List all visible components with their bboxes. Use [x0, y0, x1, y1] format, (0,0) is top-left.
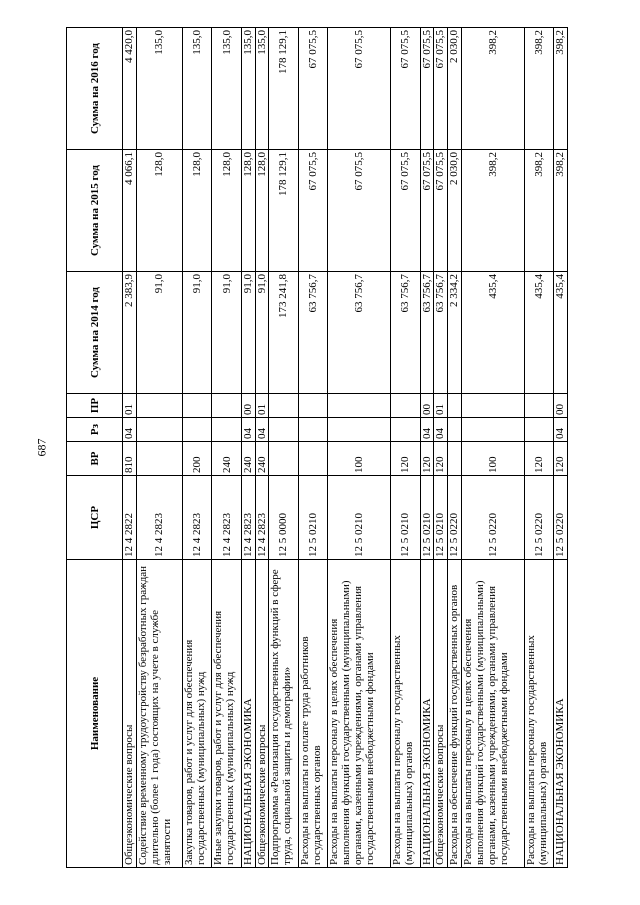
cell-2015: 67 075,5 [298, 150, 327, 272]
cell-2015: 128,0 [241, 150, 255, 272]
cell-pr [524, 394, 553, 418]
cell-rz [328, 418, 391, 442]
cell-2014: 91,0 [136, 272, 182, 394]
cell-pr [391, 394, 420, 418]
cell-2016: 67 075,5 [434, 28, 448, 150]
table-row [241, 28, 255, 868]
cell-2015: 398,2 [524, 150, 553, 272]
cell-2015: 67 075,5 [328, 150, 391, 272]
cell-2014: 63 756,7 [434, 272, 448, 394]
cell-vr: 120 [434, 442, 448, 476]
table-row [255, 28, 269, 868]
cell-csr: 12 4 2823 [136, 476, 182, 560]
cell-2015: 128,0 [136, 150, 182, 272]
cell-pr [328, 394, 391, 418]
cell-2014: 91,0 [182, 272, 211, 394]
cell-vr [448, 442, 462, 476]
cell-vr [269, 442, 298, 476]
cell-pr: 00 [420, 394, 434, 418]
cell-name: Общеэкономические вопросы [123, 560, 137, 868]
table-row [420, 28, 434, 868]
header-2016: Сумма на 2016 год [67, 28, 123, 150]
page-number [32, 440, 52, 455]
table-row [269, 28, 298, 868]
cell-csr: 12 5 0210 [420, 476, 434, 560]
cell-2016: 67 075,5 [328, 28, 391, 150]
header-rz: Рз [67, 418, 123, 442]
table-row [524, 28, 553, 868]
cell-rz: 04 [255, 418, 269, 442]
cell-pr [269, 394, 298, 418]
cell-csr: 12 5 0220 [524, 476, 553, 560]
cell-vr [298, 442, 327, 476]
cell-2014: 63 756,7 [420, 272, 434, 394]
cell-vr: 240 [241, 442, 255, 476]
cell-name: Расходы на выплаты персоналу в целях обеспечения выполнения функций государственными (муниципальными) органами, казенными учреждениями, органами управления государственными внебюджетными фондами [461, 560, 524, 868]
cell-2014: 435,4 [461, 272, 524, 394]
cell-2015: 67 075,5 [391, 150, 420, 272]
cell-2016: 398,2 [524, 28, 553, 150]
table-row [461, 28, 524, 868]
cell-rz: 04 [123, 418, 137, 442]
cell-vr: 240 [212, 442, 241, 476]
cell-name: НАЦИОНАЛЬНАЯ ЭКОНОМИКА [241, 560, 255, 868]
cell-2016: 4 420,0 [123, 28, 137, 150]
header-name: Наименование [67, 560, 123, 868]
cell-2014: 435,4 [524, 272, 553, 394]
cell-rz [524, 418, 553, 442]
cell-csr: 12 5 0000 [269, 476, 298, 560]
cell-rz [212, 418, 241, 442]
cell-pr: 01 [255, 394, 269, 418]
cell-2014: 63 756,7 [328, 272, 391, 394]
cell-pr: 01 [434, 394, 448, 418]
cell-rz: 04 [241, 418, 255, 442]
header-2014: Сумма на 2014 год [67, 272, 123, 394]
cell-2015: 398,2 [461, 150, 524, 272]
cell-2016: 135,0 [255, 28, 269, 150]
cell-2016: 178 129,1 [269, 28, 298, 150]
table-row [448, 28, 462, 868]
cell-rz: 04 [554, 418, 568, 442]
cell-2014: 63 756,7 [391, 272, 420, 394]
cell-rz: 04 [420, 418, 434, 442]
table-row [212, 28, 241, 868]
table-row [182, 28, 211, 868]
cell-csr: 12 5 0210 [434, 476, 448, 560]
cell-vr: 120 [391, 442, 420, 476]
cell-pr [182, 394, 211, 418]
cell-name: Иные закупки товаров, работ и услуг для обеспечения государственных (муниципальных) нужд [212, 560, 241, 868]
cell-name: Общеэкономические вопросы [255, 560, 269, 868]
cell-2015: 128,0 [182, 150, 211, 272]
table-container [66, 28, 568, 868]
cell-pr [448, 394, 462, 418]
table-header-row [67, 28, 123, 868]
cell-vr [136, 442, 182, 476]
table-row [554, 28, 568, 868]
cell-vr: 120 [420, 442, 434, 476]
cell-2014: 2 383,9 [123, 272, 137, 394]
table-row [298, 28, 327, 868]
cell-2015: 4 066,1 [123, 150, 137, 272]
cell-2014: 91,0 [212, 272, 241, 394]
cell-csr: 12 5 0220 [461, 476, 524, 560]
cell-2014: 91,0 [241, 272, 255, 394]
cell-vr: 120 [524, 442, 553, 476]
header-vr: ВР [67, 442, 123, 476]
cell-rz [298, 418, 327, 442]
cell-name: Закупка товаров, работ и услуг для обеспечения государственных (муниципальных) нужд [182, 560, 211, 868]
cell-2014: 173 241,8 [269, 272, 298, 394]
cell-2014: 435,4 [554, 272, 568, 394]
cell-rz [448, 418, 462, 442]
cell-rz [269, 418, 298, 442]
cell-name: Расходы на выплаты по оплате труда работников государственных органов [298, 560, 327, 868]
cell-csr: 12 5 0210 [328, 476, 391, 560]
cell-name: Расходы на выплаты персоналу государственных (муниципальных) органов [524, 560, 553, 868]
cell-2014: 2 334,2 [448, 272, 462, 394]
header-csr: ЦСР [67, 476, 123, 560]
cell-name: Подпрограмма «Реализация государственных функций в сфере труда, социальной защиты и демографии» [269, 560, 298, 868]
cell-2016: 135,0 [182, 28, 211, 150]
cell-rz [136, 418, 182, 442]
table-row [123, 28, 137, 868]
cell-name: НАЦИОНАЛЬНАЯ ЭКОНОМИКА [420, 560, 434, 868]
cell-pr [461, 394, 524, 418]
cell-2015: 67 075,5 [434, 150, 448, 272]
cell-2015: 398,2 [554, 150, 568, 272]
cell-csr: 12 4 2823 [212, 476, 241, 560]
header-pr: ПР [67, 394, 123, 418]
cell-name: Общеэкономические вопросы [434, 560, 448, 868]
cell-2014: 91,0 [255, 272, 269, 394]
cell-2016: 135,0 [241, 28, 255, 150]
table-row [136, 28, 182, 868]
cell-2016: 398,2 [461, 28, 524, 150]
cell-csr: 12 5 0210 [391, 476, 420, 560]
cell-rz [391, 418, 420, 442]
cell-pr [212, 394, 241, 418]
cell-2015: 128,0 [255, 150, 269, 272]
cell-2016: 67 075,5 [391, 28, 420, 150]
cell-pr: 00 [241, 394, 255, 418]
cell-2015: 128,0 [212, 150, 241, 272]
cell-vr: 810 [123, 442, 137, 476]
cell-2016: 2 030,0 [448, 28, 462, 150]
cell-2015: 178 129,1 [269, 150, 298, 272]
cell-2016: 67 075,5 [298, 28, 327, 150]
cell-name: Расходы на обеспечение функций государственных органов [448, 560, 462, 868]
cell-2014: 63 756,7 [298, 272, 327, 394]
cell-vr: 100 [461, 442, 524, 476]
cell-pr: 00 [554, 394, 568, 418]
cell-csr: 12 4 2822 [123, 476, 137, 560]
cell-name: НАЦИОНАЛЬНАЯ ЭКОНОМИКА [554, 560, 568, 868]
cell-csr: 12 4 2823 [182, 476, 211, 560]
cell-vr: 240 [255, 442, 269, 476]
budget-table [66, 27, 568, 868]
cell-2015: 2 030,0 [448, 150, 462, 272]
cell-csr: 12 4 2823 [241, 476, 255, 560]
cell-2016: 135,0 [136, 28, 182, 150]
cell-pr: 01 [123, 394, 137, 418]
cell-rz: 04 [434, 418, 448, 442]
cell-rz [182, 418, 211, 442]
table-row [328, 28, 391, 868]
cell-pr [298, 394, 327, 418]
cell-2015: 67 075,5 [420, 150, 434, 272]
cell-2016: 398,2 [554, 28, 568, 150]
cell-vr: 120 [554, 442, 568, 476]
table-row [391, 28, 420, 868]
page-number-text: 687 [34, 438, 49, 457]
cell-csr: 12 4 2823 [255, 476, 269, 560]
table-row [434, 28, 448, 868]
cell-pr [136, 394, 182, 418]
cell-vr: 200 [182, 442, 211, 476]
cell-csr: 12 5 0220 [554, 476, 568, 560]
cell-2016: 135,0 [212, 28, 241, 150]
cell-rz [461, 418, 524, 442]
header-2015: Сумма на 2015 год [67, 150, 123, 272]
cell-csr: 12 5 0220 [448, 476, 462, 560]
cell-csr: 12 5 0210 [298, 476, 327, 560]
cell-2016: 67 075,5 [420, 28, 434, 150]
cell-name: Содействие временному трудоустройству безработных граждан длительно (более 1 года) состоящих на учете в службе занятости [136, 560, 182, 868]
cell-vr: 100 [328, 442, 391, 476]
cell-name: Расходы на выплаты персоналу государственных (муниципальных) органов [391, 560, 420, 868]
cell-name: Расходы на выплаты персоналу в целях обеспечения выполнения функций государственными (муниципальными) органами, казенными учреждениями, органами управления государственными внебюджетными фондами [328, 560, 391, 868]
